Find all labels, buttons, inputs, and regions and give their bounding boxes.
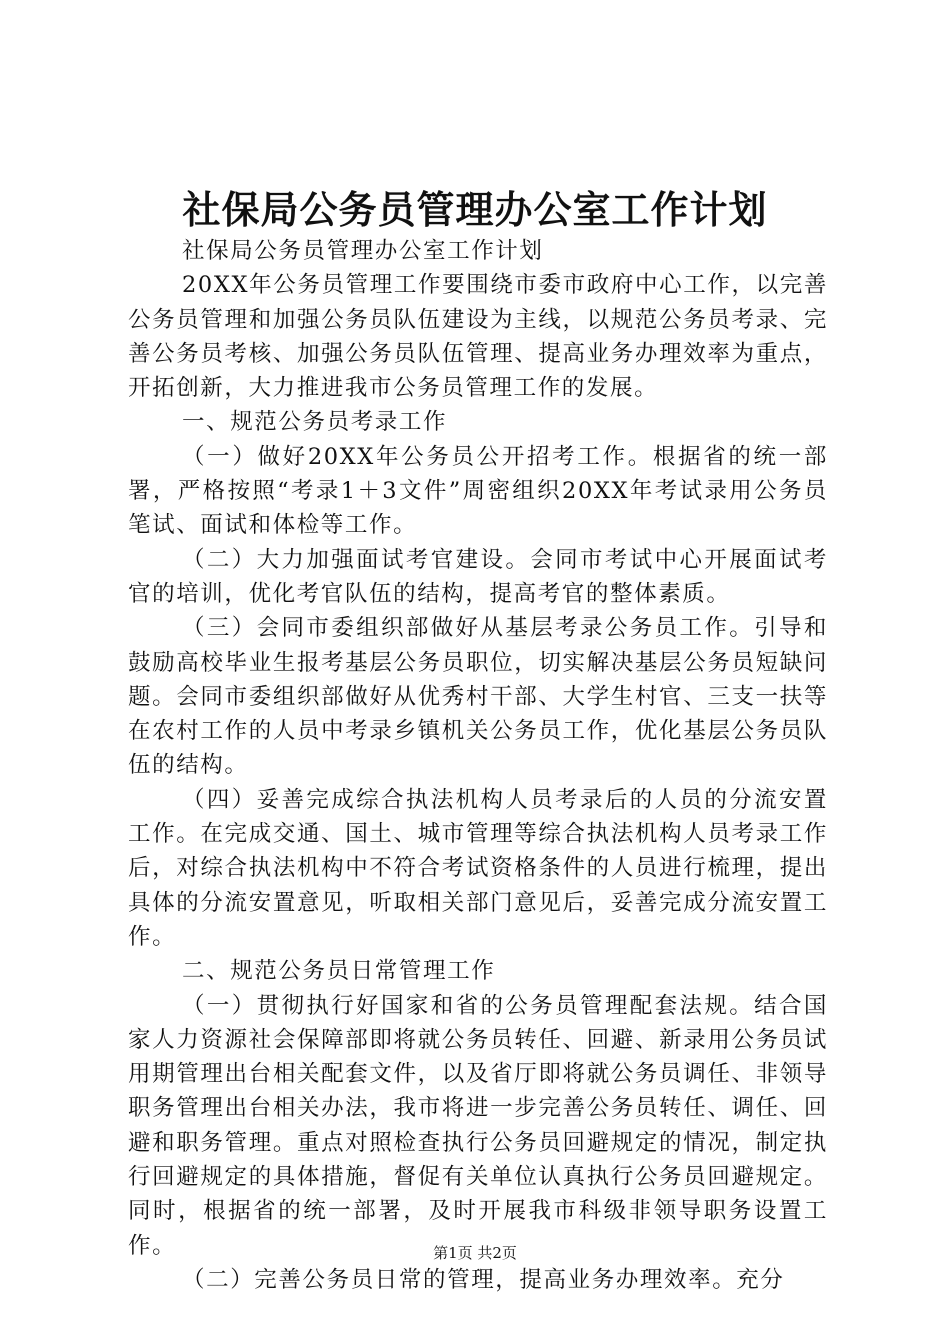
document-body: [128, 234, 828, 1297]
paragraph: （四）妥善完成综合执法机构人员考录后的人员的分流安置工作。在完成交通、国土、城市管理等综合执法机构人员考录工作后，对综合执法机构中不符合考试资格条件的人员进行梳理，提出具体的分流安置意见，听取相关部门意见后，妥善完成分流安置工作。: [128, 786, 828, 950]
section-heading: 二、规范公务员日常管理工作: [182, 958, 496, 985]
paragraph: 社保局公务员管理办公室工作计划: [182, 238, 544, 264]
paragraph: （二）完善公务员日常的管理，提高业务办理效率。充分: [182, 1266, 785, 1293]
section-heading: 一、规范公务员考录工作: [182, 409, 448, 436]
paragraph: （一）贯彻执行好国家和省的公务员管理配套法规。结合国家人力资源社会保障部即将就公务员转任、回避、新录用公务员试用期管理出台相关配套文件，以及省厅即将就公务员调任、非领导职务管理出台相关办法，我市将进一步完善公务员转任、调任、回避和职务管理。重点对照检查执行公务员回避规定的情况，制定执行回避规定的具体措施，督促有关单位认真执行公务员回避规定。同时，根据省的统一部署，及时开展我市科级非领导职务设置工作。: [128, 992, 828, 1259]
page-footer: 第1页 共2页: [433, 1244, 517, 1262]
paragraph: （二）大力加强面试考官建设。会同市考试中心开展面试考官的培训，优化考官队伍的结构，提高考官的整体素质。: [128, 546, 828, 607]
paragraph: 20XX年公务员管理工作要围绕市委市政府中心工作，以完善公务员管理和加强公务员队伍建设为主线，以规范公务员考录、完善公务员考核、加强公务员队伍管理、提高业务办理效率为重点，开拓创新，大力推进我市公务员管理工作的发展。: [128, 272, 828, 402]
paragraph: （三）会同市委组织部做好从基层考录公务员工作。引导和鼓励高校毕业生报考基层公务员职位，切实解决基层公务员短缺问题。会同市委组织部做好从优秀村干部、大学生村官、三支一扶等在农村工作的人员中考录乡镇机关公务员工作，优化基层公务员队伍的结构。: [128, 615, 828, 779]
document-title: 社保局公务员管理办公室工作计划: [182, 188, 768, 232]
paragraph: （一）做好20XX年公务员公开招考工作。根据省的统一部署，严格按照“考录1＋3文件”周密组织20XX年考试录用公务员笔试、面试和体检等工作。: [128, 443, 828, 539]
